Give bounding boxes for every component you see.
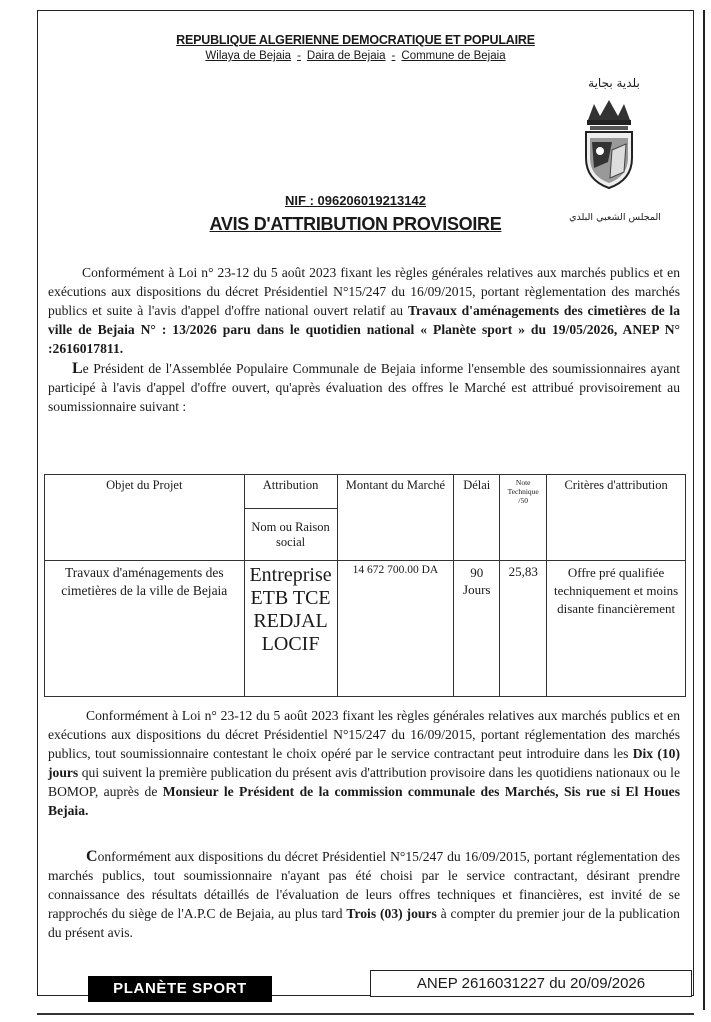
republic-heading: REPUBLIQUE ALGERIENNE DEMOCRATIQUE ET POPULAIRE [176,33,535,47]
cell-delai: 90 Jours [454,561,500,697]
header-objet: Objet du Projet [45,475,245,561]
wilaya-text: Wilaya de Bejaia [205,50,292,62]
intro-text: Conformément à Loi n° 23-12 du 5 août 2023 fixant les règles générales relatives aux marchés publics et en exécutions aux dispositions du décret Présidentiel N°15/247 du 16/09/2015, portant règlementation des marchés publics et suite à l'avis d'appel d'offre national ouvert relatif au [48,265,680,318]
results-text-2: à compter du premier jour de la publication du présent avis. [48,906,680,940]
newspaper-tag: PLANÈTE SPORT [88,976,272,1002]
drop-initial: C [86,848,98,865]
cell-criteres: Offre pré qualifiée techniquement et moins disante financièrement [547,561,686,697]
emblem-arabic-bottom: المجلس الشعبي البلدي [569,212,661,223]
contest-authority: Monsieur le Président de la commission communale des Marchés, Sis rue si El Houes Bejaia. [48,784,681,818]
results-text-1: onformément aux dispositions du décret Présidentiel N°15/247 du 16/09/2015, portant réglementation des marchés publics, tout soumissionnaire n'ayant pas été choisi par le service contractant, désirant prendre connaissance des résultats détaillés de l'évaluation de leurs offres techniques et financières, est invité de se rapprochés du siège de l'A.P.C de Bejaia, au plus tard [48,849,680,921]
intro-bold: Travaux d'aménagements des cimetières de la ville de Bejaia N° : 13/2026 paru dans le quotidien national « Planète sport » du 19/05/2026, ANEP N° :2616017811. [48,303,681,356]
contest-paragraph [48,706,680,820]
nif-number: NIF : 096206019213142 [285,193,426,208]
separator: - [297,50,301,62]
bottom-divider [37,1013,694,1015]
president-text: e Président de l'Assemblée Populaire Communale de Bejaia informe l'ensemble des soumissionnaires ayant participé à l'avis d'appel d'offre ouvert, qu'après évaluation des offres le Marché est attribué provisoirement au soumissionnaire suivant : [48,361,680,414]
table-row [45,561,686,697]
daira-text: Daira de Bejaia [306,50,386,62]
contest-deadline: Dix (10) jours [48,746,681,780]
separator: - [391,50,396,62]
table-header-row [45,475,686,509]
award-table [44,474,686,697]
municipal-seal-icon [578,98,640,190]
header-attribution: Attribution [244,475,337,509]
cell-montant: 14 672 700.00 DA [337,561,454,697]
header-nom: Nom ou Raison social [244,509,337,561]
contest-text-1: Conformément à Loi n° 23-12 du 5 août 2023 fixant les règles générales relatives aux marchés publics et en exécutions aux dispositions du décret Présidentiel N°15/247 du 16/09/2015, portant réglementation des marchés publics, tout soumissionnaire contestant le choix opéré par le service contractant peut introduire dans les [48,708,680,761]
contest-text-2: qui suivent la première publication du présent avis d'attribution provisoire dans les quotidiens nationaux ou le BOMOP, auprès de [48,765,680,799]
header-delai: Délai [454,475,500,561]
commune-text: Commune de Bejaia [401,50,506,62]
results-deadline: Trois (03) jours [346,906,437,921]
intro-paragraph [48,263,680,358]
cell-note: 25,83 [500,561,547,697]
notice-title: AVIS D'ATTRIBUTION PROVISOIRE [209,214,502,234]
results-paragraph [48,847,680,942]
drop-initial: L [72,360,83,377]
anep-reference: ANEP 2616031227 du 20/09/2026 [370,970,692,997]
cell-objet: Travaux d'aménagements des cimetières de la ville de Bejaia [45,561,245,697]
column-divider [703,10,705,1010]
president-paragraph [48,359,680,416]
header-note: Note Technique /50 [500,475,547,561]
locality-line [0,50,711,62]
header-criteres: Critères d'attribution [547,475,686,561]
emblem-arabic-top: بلدية بجاية [588,76,640,90]
header-montant: Montant du Marché [337,475,454,561]
cell-entreprise: Entreprise ETB TCE REDJAL LOCIF [244,561,337,697]
